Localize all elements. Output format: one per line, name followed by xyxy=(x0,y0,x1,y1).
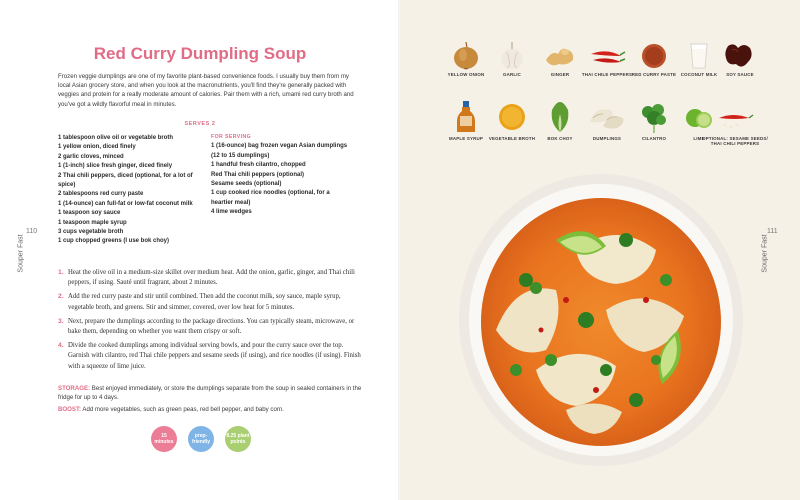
time-badge: 15 minutes xyxy=(151,426,177,452)
ingredient-icon-label: VEGETABLE BROTH xyxy=(488,136,536,141)
step-number: 3. xyxy=(58,317,64,325)
ingredient-icon-label: COCONUT MILK xyxy=(680,72,718,77)
step-number: 1. xyxy=(58,269,64,276)
soy-sauce-icon xyxy=(722,40,758,70)
ingredient-item: 1 handful fresh cilantro, chopped xyxy=(211,162,306,169)
boost-label: BOOST: xyxy=(58,406,82,413)
step-number: 2. xyxy=(58,293,64,301)
coconut-milk-icon xyxy=(687,40,711,70)
ingredient-item: 1 tablespoon olive oil or vegetable broth xyxy=(58,135,174,141)
serves-label: SERVES 2 xyxy=(184,121,216,127)
ingredient-icon-label: BOK CHOY xyxy=(547,136,573,141)
ingredient-icon-label: RED CURRY PASTE xyxy=(631,72,677,77)
storage-label: STORAGE: xyxy=(58,385,91,392)
step-text: Next, prepare the dumplings according to the package directions. You can typically steam, microwave, or bake them, depending on whether you want them crispy or soft. xyxy=(68,317,355,336)
soup-bowl-image xyxy=(456,170,746,470)
step-item xyxy=(58,268,363,288)
sesame-chili-icon xyxy=(713,100,757,134)
ingredient-item: 1 cup cooked rice noodles (optional, for a heartier meal) xyxy=(211,190,330,206)
ingredient-item: 2 garlic cloves, minced xyxy=(58,153,124,160)
ingredient-icon-tile xyxy=(711,40,769,77)
cilantro-icon xyxy=(638,100,670,134)
right-page xyxy=(400,0,800,500)
broth-icon xyxy=(497,100,527,134)
ingredient-item: 1 cup chopped greens (I use bok choy) xyxy=(58,238,170,245)
ingredient-item: 4 lime wedges xyxy=(211,209,252,216)
method-steps xyxy=(58,268,363,376)
ingredient-icon-label: CILANTRO xyxy=(641,136,667,141)
for-serving-heading: FOR SERVING xyxy=(211,134,252,140)
ingredient-icon-label: GARLIC xyxy=(502,72,522,77)
ingredient-item: 3 cups vegetable broth xyxy=(58,229,124,236)
ingredient-item: 1 (14-ounce) can full-fat or low-fat coconut milk xyxy=(58,200,193,207)
ingredient-item: Red Thai chili peppers (optional) xyxy=(211,171,305,178)
step-text: Add the red curry paste and stir until combined. Then add the coconut milk, soy sauce, maple syrup, vegetable broth, and greens. Stir and simmer, covered, over low heat for 5 minutes. xyxy=(68,293,341,311)
ingredient-item: 1 teaspoon soy sauce xyxy=(58,210,121,217)
page-number-left: 110 xyxy=(26,228,38,235)
boost-note xyxy=(58,405,363,414)
ingredient-item: 1 yellow onion, diced finely xyxy=(58,144,136,151)
garlic-icon xyxy=(498,40,526,70)
storage-text: Best enjoyed immediately, or store the dumplings separate from the soup in sealed containers in the fridge for up to 4 days. xyxy=(58,385,362,401)
ingredient-icon-label: THAI CHILE PEPPERS xyxy=(581,72,633,77)
ingredient-item: Sesame seeds (optional) xyxy=(211,181,282,188)
ingredient-icon-tile xyxy=(700,100,770,147)
ingredients-list xyxy=(58,134,208,247)
ingredient-icon-label: OPTIONAL: SESAME SEEDS/ THAI CHILI PEPPERS xyxy=(702,136,768,147)
boost-text: Add more vegetables, such as green peas, red bell pepper, and baby corn. xyxy=(82,406,284,413)
ginger-icon xyxy=(543,40,577,70)
onion-icon xyxy=(452,40,480,70)
ingredient-icon-label: DUMPLINGS xyxy=(592,136,622,141)
ingredient-item: 2 Thai chili peppers, diced (optional, for a lot of spice) xyxy=(58,172,193,189)
step-text: Heat the olive oil in a medium-size skillet over medium heat. Add the onion, garlic, ginger, and Thai chili peppers, if using. Sauté until fragrant, about 2 minutes. xyxy=(68,269,355,287)
chile-icon xyxy=(587,40,627,70)
step-item xyxy=(58,341,363,372)
ingredient-icon-label: GINGER xyxy=(550,72,570,77)
serving-ingredients-list xyxy=(211,133,353,218)
recipe-title: Red Curry Dumpling Soup xyxy=(93,44,307,63)
page-number-right: 111 xyxy=(767,228,778,235)
maple-syrup-icon xyxy=(455,100,477,134)
recipe-intro: Frozen veggie dumplings are one of my favorite plant-based convenience foods. I usually buy them from my local Asian grocery store, and when you look at the macronutrients, you'll find they're generally packed with veggies and protein for a really moderate amount of calories. Pair them with a rich, umami red curry broth and you've got a wildly flavorful meal in minutes. xyxy=(58,73,354,108)
dumplings-icon xyxy=(587,100,627,134)
step-text: Divide the cooked dumplings among individual serving bowls, and pour the curry sauce over the top. Garnish with cilantro, red Thai chile peppers and sesame seeds (if using), and rice noodles (if using). Finish with a squeeze of lime juice. xyxy=(68,342,361,370)
ingredient-item: 1 (1-inch) slice fresh ginger, diced finely xyxy=(58,163,173,170)
step-item xyxy=(58,317,363,337)
ingredient-icon-label: MAPLE SYRUP xyxy=(449,136,483,141)
step-number: 4. xyxy=(58,342,64,350)
prep-friendly-badge: prep-friendly xyxy=(188,426,214,452)
storage-note xyxy=(58,384,363,402)
plant-points-badge: 8.25 plant points xyxy=(225,426,251,452)
ingredient-item: 1 (16-ounce) bag frozen vegan Asian dumplings (12 to 15 dumplings) xyxy=(211,143,348,159)
ingredient-item: 1 teaspoon maple syrup xyxy=(58,219,127,226)
bok-choy-icon xyxy=(546,100,574,134)
ingredient-icon-label: LIME xyxy=(693,136,705,141)
ingredient-item: 2 tablespoons red curry paste xyxy=(58,191,144,198)
running-head-left: Souper Fast xyxy=(17,234,25,273)
running-head-right: Souper Fast xyxy=(761,234,769,273)
ingredient-icon-label: YELLOW ONION xyxy=(447,72,485,77)
step-item xyxy=(58,292,363,312)
ingredient-icon-label: SOY SAUCE xyxy=(726,72,754,77)
curry-paste-icon xyxy=(640,40,668,70)
